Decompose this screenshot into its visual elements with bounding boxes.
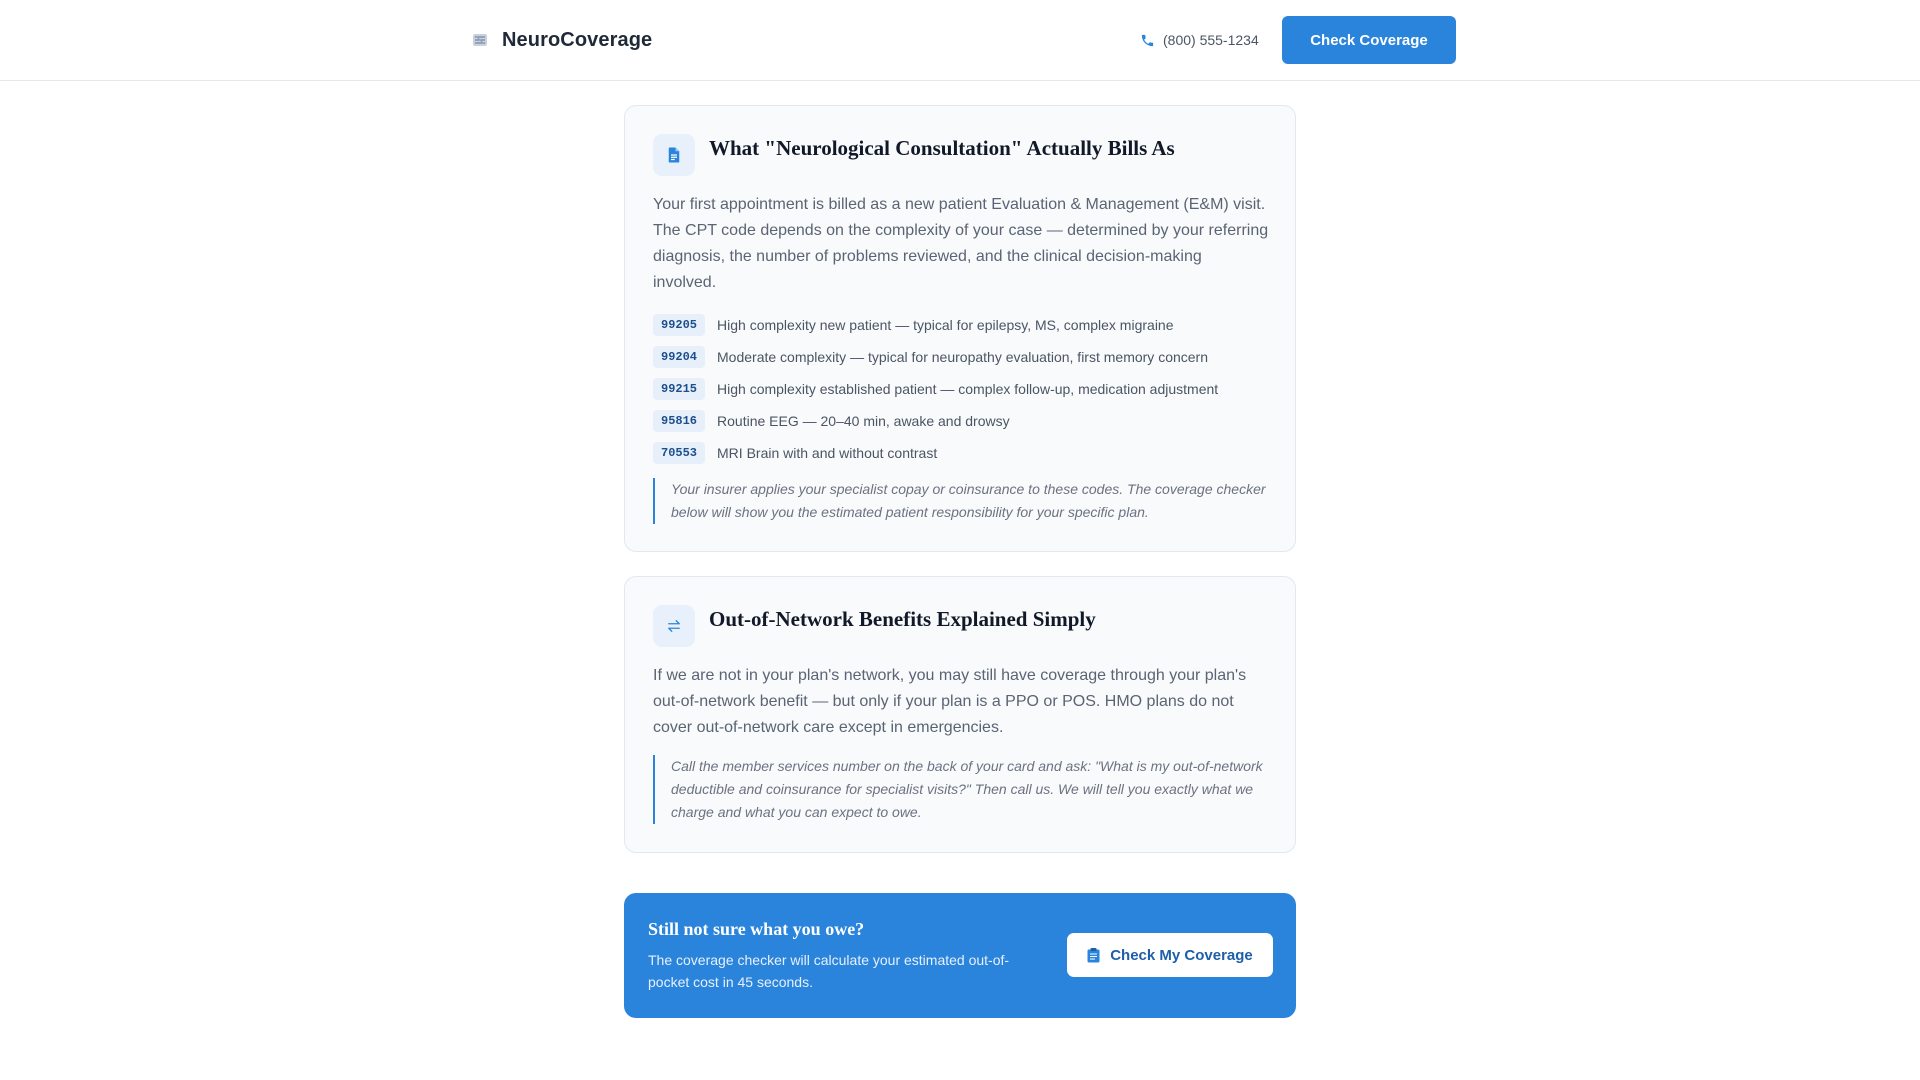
- list-item: [653, 341, 1269, 373]
- out-of-network-card: [624, 576, 1296, 853]
- cta-subtitle: The coverage checker will calculate your estimated out-of-pocket cost in 45 seconds.: [648, 952, 1010, 990]
- check-my-coverage-button[interactable]: [1067, 933, 1273, 977]
- button-label: Check My Coverage: [1110, 946, 1253, 964]
- list-item: [653, 309, 1269, 341]
- list-item: [653, 437, 1269, 469]
- phone-number: (800) 555-1234: [1163, 32, 1259, 48]
- card-body-text: If we are not in your plan's network, you may still have coverage through your plan's out-of-network benefit — but only if your plan is a PPO or POS. HMO plans do not cover out-of-network care except in emergencies.: [653, 667, 1247, 736]
- site-header: [0, 0, 1920, 81]
- list-item: [653, 373, 1269, 405]
- card-title: Out-of-Network Benefits Explained Simply: [709, 607, 1096, 631]
- cpt-code-badge: 99205: [653, 314, 705, 336]
- cpt-code-badge: 99204: [653, 346, 705, 368]
- cpt-code-description: High complexity established patient — complex follow-up, medication adjustment: [717, 381, 1219, 397]
- callout-note: Your insurer applies your specialist copay or coinsurance to these codes. The coverage checker below will show you the estimated patient responsibility for your specific plan.: [653, 478, 1269, 524]
- cpt-code-description: High complexity new patient — typical for epilepsy, MS, complex migraine: [717, 317, 1174, 333]
- phone-link[interactable]: [1140, 30, 1259, 50]
- cta-title: Still not sure what you owe?: [648, 919, 865, 939]
- list-item: [653, 405, 1269, 437]
- document-icon: [665, 146, 683, 164]
- brain-icon: [472, 32, 488, 48]
- cpt-code-description: Routine EEG — 20–40 min, awake and drowsy: [717, 413, 1010, 429]
- brand-name: NeuroCoverage: [502, 28, 653, 51]
- cpt-code-badge: 95816: [653, 410, 705, 432]
- brand[interactable]: [472, 26, 652, 54]
- swap-arrows-icon: [665, 617, 683, 635]
- card-title: What "Neurological Consultation" Actually Bills As: [709, 136, 1175, 160]
- cpt-code-badge: 70553: [653, 442, 705, 464]
- check-coverage-button[interactable]: Check Coverage: [1282, 16, 1456, 64]
- cpt-code-badge: 99215: [653, 378, 705, 400]
- callout-note: Call the member services number on the back of your card and ask: "What is my out-of-network deductible and coinsurance for specialist visits?" Then call us. We will tell you exactly what we charge and what you can expect to owe.: [653, 755, 1269, 824]
- card-icon-box: [653, 605, 695, 647]
- card-body-text: Your first appointment is billed as a new patient Evaluation & Management (E&M) visit. The CPT code depends on the complexity of your case — determined by your referring diagnosis, the number of problems reviewed, and the clinical decision-making involved.: [653, 196, 1269, 291]
- cpt-code-list: [653, 309, 1269, 469]
- clipboard-icon: [1087, 948, 1100, 963]
- phone-icon: [1140, 33, 1155, 48]
- cpt-code-description: Moderate complexity — typical for neuropathy evaluation, first memory concern: [717, 349, 1209, 365]
- cpt-code-description: MRI Brain with and without contrast: [717, 445, 938, 461]
- billing-codes-card: [624, 105, 1296, 552]
- card-icon-box: [653, 134, 695, 176]
- coverage-cta-banner: [624, 893, 1296, 1018]
